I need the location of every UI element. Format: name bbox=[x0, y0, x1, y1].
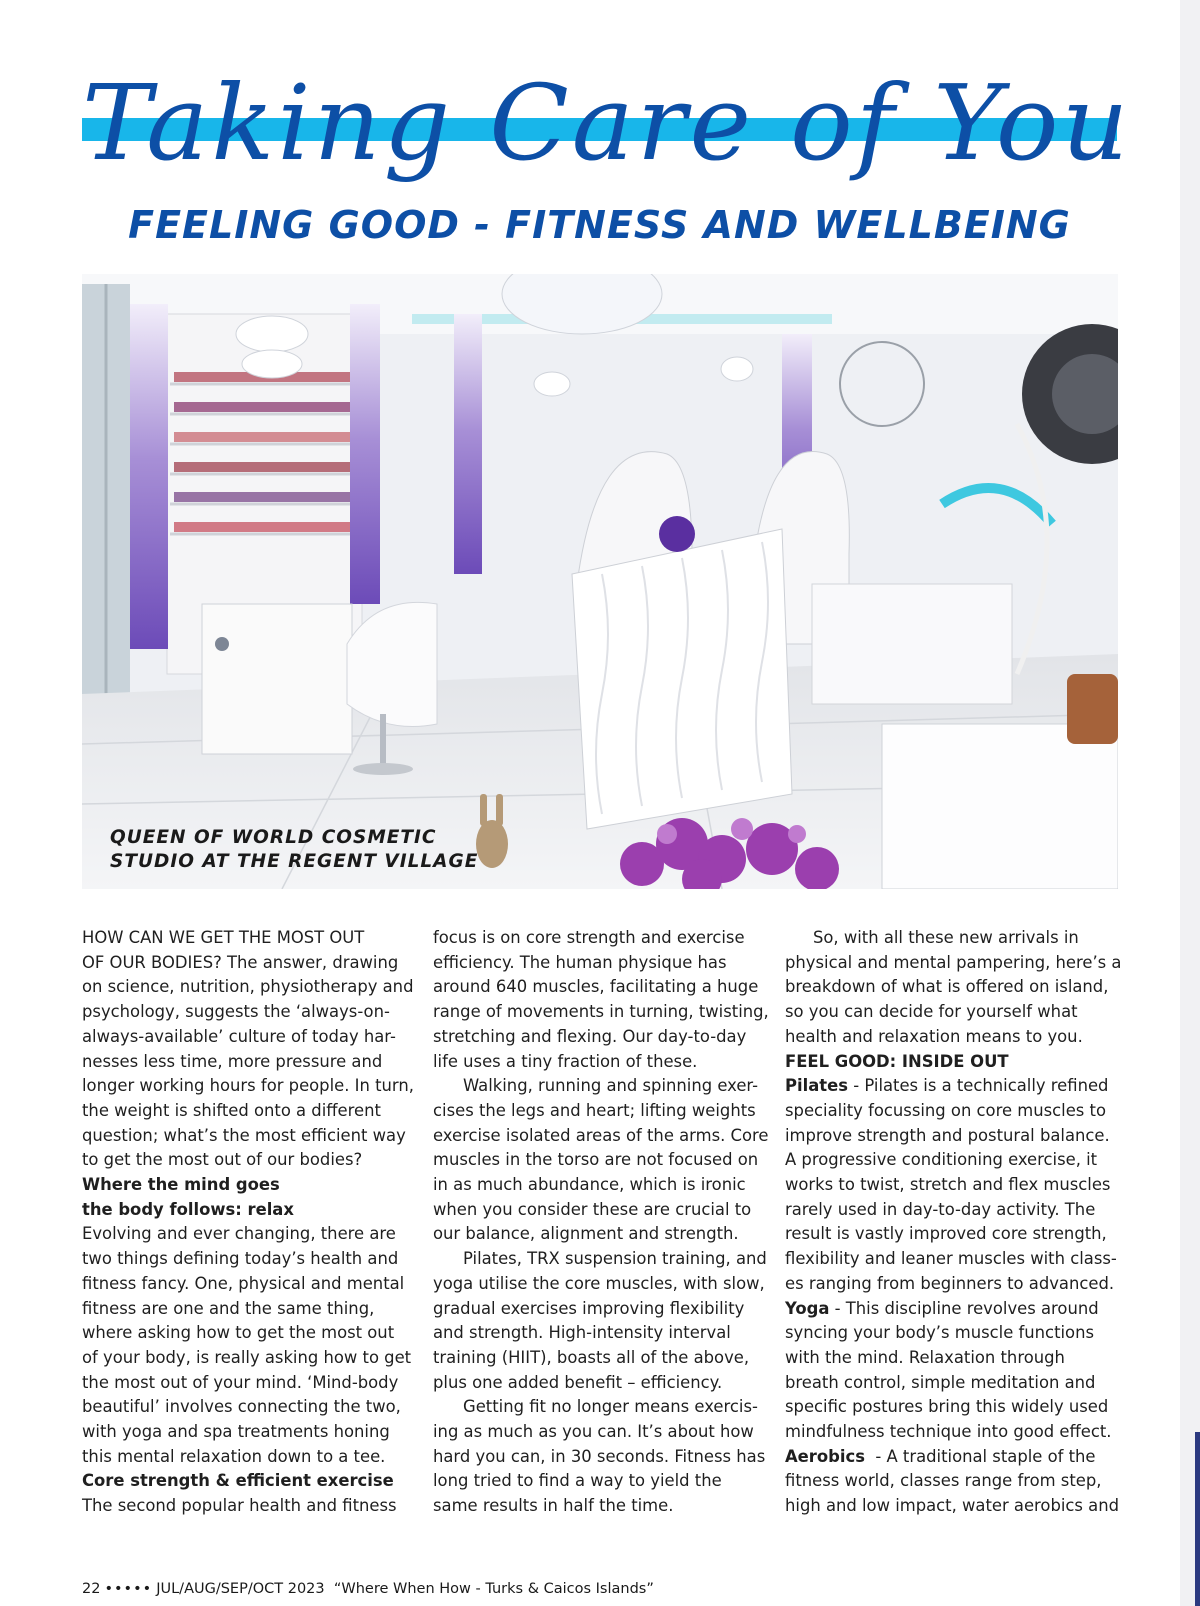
body-line: physical and mental pampering, here’s a bbox=[785, 952, 1122, 972]
body-line: health and relaxation means to you. bbox=[785, 1026, 1083, 1046]
body-line: speciality focussing on core muscles to bbox=[785, 1100, 1107, 1120]
issue-date: JUL/AUG/SEP/OCT 2023 bbox=[156, 1581, 325, 1597]
body-line: Pilates, TRX suspension training, and bbox=[463, 1249, 767, 1269]
body-line bbox=[785, 1297, 1121, 1322]
body-line: HOW CAN WE GET THE MOST OUT bbox=[82, 928, 365, 947]
article-column-1 bbox=[82, 926, 418, 1519]
page-subtitle: FEELING GOOD - FITNESS AND WELLBEING bbox=[128, 203, 1071, 247]
body-line: and strength. High-intensity interval bbox=[433, 1323, 731, 1343]
section-heading: the body follows: relax bbox=[82, 1199, 294, 1219]
page-footer bbox=[82, 1580, 654, 1598]
body-line: in as much abundance, which is ironic bbox=[433, 1175, 746, 1195]
body-line: to get the most out of our bodies? bbox=[82, 1150, 363, 1170]
body-line: focus is on core strength and exercise bbox=[433, 928, 745, 947]
body-line: with the mind. Relaxation through bbox=[785, 1347, 1065, 1367]
body-line: fitness are one and the same thing, bbox=[82, 1298, 375, 1318]
article-column-2 bbox=[433, 926, 769, 1519]
salon-photo bbox=[82, 274, 1118, 889]
body-line: fitness world, classes range from step, bbox=[785, 1471, 1102, 1491]
page-edge bbox=[1180, 0, 1200, 1606]
body-line: syncing your body’s muscle functions bbox=[785, 1323, 1095, 1343]
body-line: improve strength and postural balance. bbox=[785, 1125, 1110, 1145]
body-line: rarely used in day-to-day activity. The bbox=[785, 1199, 1096, 1219]
body-line: the most out of your mind. ‘Mind-body bbox=[82, 1372, 399, 1392]
body-line: stretching and flexing. Our day-to-day bbox=[433, 1026, 747, 1046]
section-heading: FEEL GOOD: INSIDE OUT bbox=[785, 1051, 1009, 1071]
body-line: longer working hours for people. In turn, bbox=[82, 1076, 414, 1096]
body-line: muscles in the torso are not focused on bbox=[433, 1150, 759, 1170]
body-line: es ranging from beginners to advanced. bbox=[785, 1273, 1115, 1293]
body-text: - Pilates is a technically refined bbox=[848, 1076, 1109, 1096]
body-line: breakdown of what is offered on island, bbox=[785, 977, 1109, 997]
body-line: hard you can, in 30 seconds. Fitness has bbox=[433, 1446, 766, 1466]
body-line: works to twist, stretch and flex muscles bbox=[785, 1175, 1111, 1195]
footer-dots: ••••• bbox=[104, 1581, 153, 1597]
salon-photo-illustration bbox=[82, 274, 1118, 889]
page-number: 22 bbox=[82, 1581, 101, 1597]
body-line: two things defining today’s health and bbox=[82, 1249, 399, 1269]
photo-caption-line: QUEEN OF WORLD COSMETIC bbox=[110, 827, 437, 848]
body-line bbox=[785, 1074, 1121, 1099]
body-line: breath control, simple meditation and bbox=[785, 1372, 1096, 1392]
body-line: cises the legs and heart; lifting weights bbox=[433, 1100, 756, 1120]
body-line: so you can decide for yourself what bbox=[785, 1002, 1078, 1022]
body-line: range of movements in turning, twisting, bbox=[433, 1002, 769, 1022]
body-line: with yoga and spa treatments honing bbox=[82, 1422, 390, 1442]
body-line: the weight is shifted onto a different bbox=[82, 1100, 381, 1120]
body-line: result is vastly improved core strength, bbox=[785, 1224, 1107, 1244]
body-line: of your body, is really asking how to get bbox=[82, 1347, 412, 1367]
body-line: efficiency. The human physique has bbox=[433, 952, 727, 972]
photo-caption-line: STUDIO AT THE REGENT VILLAGE bbox=[110, 851, 479, 872]
body-text: - A traditional staple of the bbox=[864, 1446, 1096, 1466]
body-line: on science, nutrition, physiotherapy and bbox=[82, 977, 414, 997]
section-heading: Where the mind goes bbox=[82, 1175, 280, 1195]
body-line: where asking how to get the most out bbox=[82, 1323, 395, 1343]
body-line: flexibility and leaner muscles with class- bbox=[785, 1249, 1117, 1269]
body-line: ing as much as you can. It’s about how bbox=[433, 1422, 754, 1442]
section-heading: Core strength & efficient exercise bbox=[82, 1471, 394, 1491]
body-line: fitness fancy. One, physical and mental bbox=[82, 1273, 405, 1293]
page-title: Taking Care of You bbox=[82, 62, 1132, 184]
body-line bbox=[785, 1445, 1121, 1470]
body-line: Walking, running and spinning exer- bbox=[463, 1076, 759, 1096]
body-line: yoga utilise the core muscles, with slow, bbox=[433, 1273, 765, 1293]
article-column-3 bbox=[785, 926, 1121, 1519]
body-line: same results in half the time. bbox=[433, 1496, 674, 1516]
page-edge-tab bbox=[1195, 1432, 1200, 1606]
body-line: when you consider these are crucial to bbox=[433, 1199, 752, 1219]
body-line: around 640 muscles, facilitating a huge bbox=[433, 977, 759, 997]
term-label: Pilates bbox=[785, 1076, 849, 1096]
body-line: this mental relaxation down to a tee. bbox=[82, 1446, 386, 1466]
body-line: high and low impact, water aerobics and bbox=[785, 1496, 1120, 1516]
body-line: OF OUR BODIES? The answer, drawing bbox=[82, 952, 399, 972]
photo-caption bbox=[110, 826, 478, 874]
body-line: psychology, suggests the ‘always-on- bbox=[82, 1002, 390, 1022]
body-line: mindfulness technique into good effect. bbox=[785, 1422, 1112, 1442]
body-line: always-available’ culture of today har- bbox=[82, 1026, 396, 1046]
body-line: gradual exercises improving flexibility bbox=[433, 1298, 745, 1318]
body-line: question; what’s the most efficient way bbox=[82, 1125, 406, 1145]
body-line: long tried to find a way to yield the bbox=[433, 1471, 722, 1491]
body-line: exercise isolated areas of the arms. Core bbox=[433, 1125, 769, 1145]
body-line: training (HIIT), boasts all of the above, bbox=[433, 1347, 750, 1367]
term-label: Yoga bbox=[785, 1298, 830, 1318]
body-line: beautiful’ involves connecting the two, bbox=[82, 1397, 401, 1417]
body-line: The second popular health and fitness bbox=[82, 1496, 397, 1516]
body-line: specific postures bring this widely used bbox=[785, 1397, 1109, 1417]
body-line: Evolving and ever changing, there are bbox=[82, 1224, 396, 1244]
body-text: - This discipline revolves around bbox=[829, 1298, 1099, 1318]
body-line: Getting fit no longer means exercis- bbox=[463, 1397, 758, 1417]
body-line: So, with all these new arrivals in bbox=[813, 928, 1079, 947]
body-line: our balance, alignment and strength. bbox=[433, 1224, 739, 1244]
body-line: A progressive conditioning exercise, it bbox=[785, 1150, 1098, 1170]
body-line: nesses less time, more pressure and bbox=[82, 1051, 383, 1071]
body-line: life uses a tiny fraction of these. bbox=[433, 1051, 698, 1071]
term-label: Aerobics bbox=[785, 1446, 865, 1466]
publication-name: “Where When How - Turks & Caicos Islands” bbox=[333, 1581, 654, 1597]
body-line: plus one added benefit – efficiency. bbox=[433, 1372, 723, 1392]
